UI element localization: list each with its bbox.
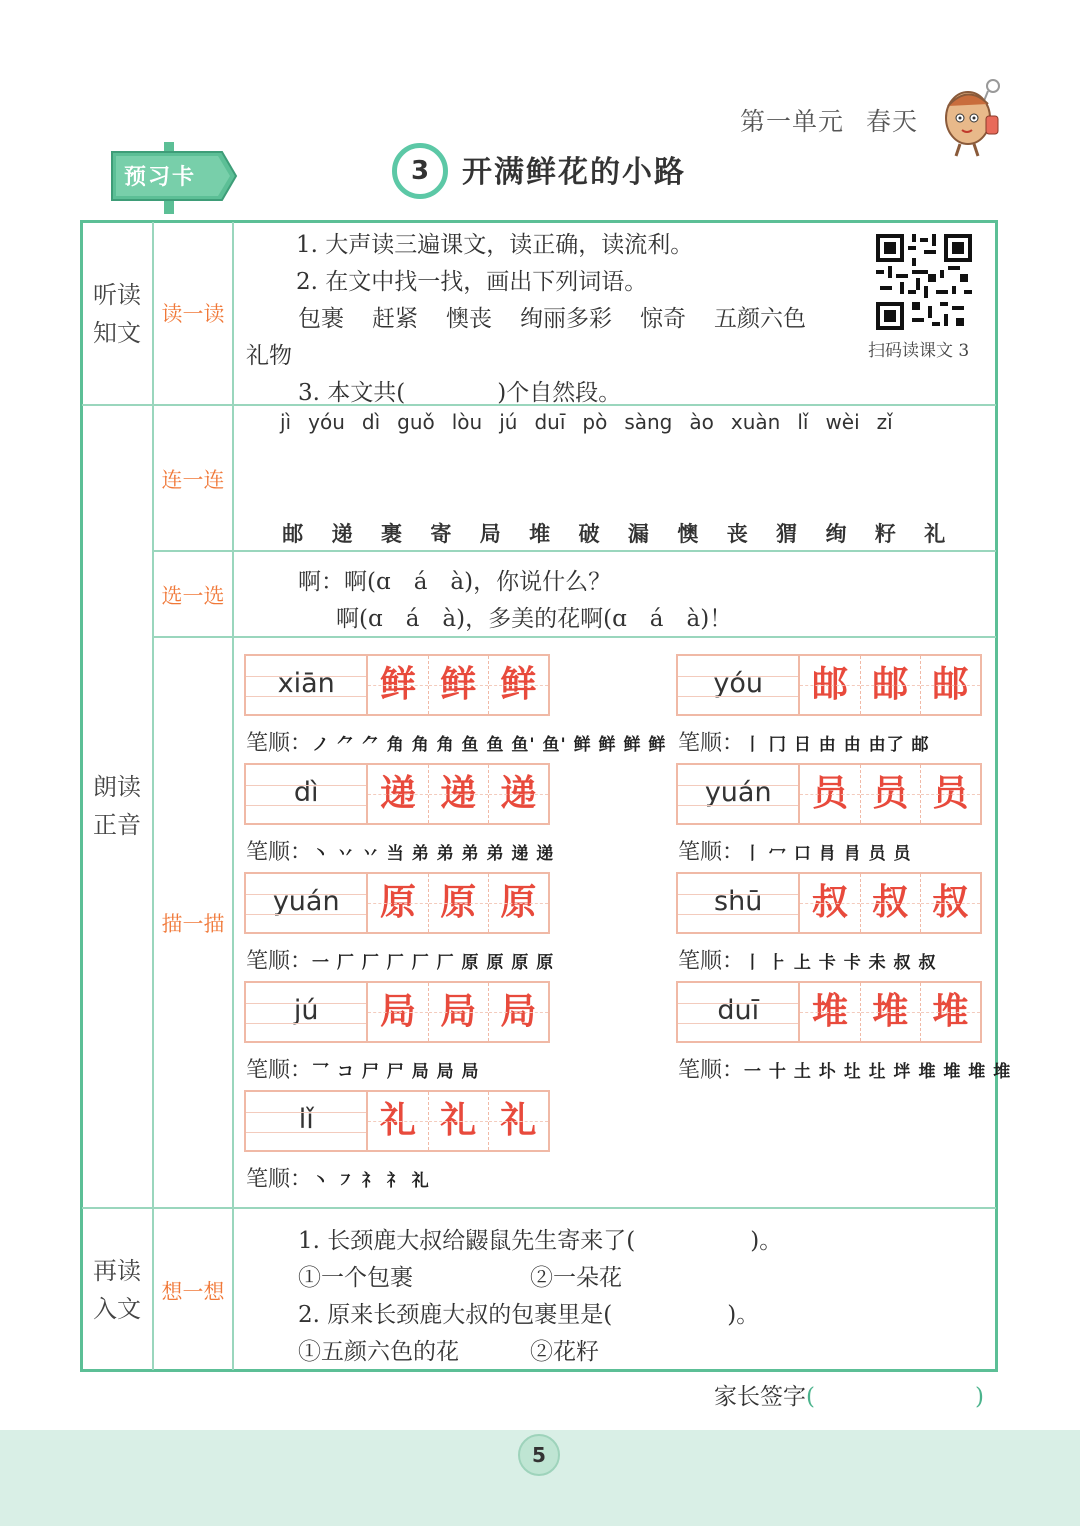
stroke-order xyxy=(246,1053,480,1084)
stroke-order xyxy=(246,944,554,975)
section-listen: 听读知文 xyxy=(93,281,141,347)
trace-cell[interactable]: 局 xyxy=(489,983,548,1041)
pinyin-item[interactable]: jì xyxy=(280,410,292,434)
q2-option-1[interactable]: ①五颜六色的花 xyxy=(298,1339,459,1365)
writing-box[interactable] xyxy=(244,872,550,934)
read-task-2: 2. 在文中找一找，画出下列词语。 xyxy=(296,269,648,295)
vocab-word: 五颜六色 xyxy=(714,306,806,332)
writing-box[interactable] xyxy=(244,654,550,716)
pinyin-item[interactable]: sàng xyxy=(624,410,673,434)
stroke-sequence: 丨 ⺊ 上 卡 卡 未 叔 叔 xyxy=(744,953,937,973)
trace-cell[interactable]: 邮 xyxy=(921,656,980,714)
stroke-label: 笔顺： xyxy=(246,1058,313,1083)
pinyin-cell: yuán xyxy=(678,765,800,823)
trace-cell[interactable]: 原 xyxy=(429,874,489,932)
pinyin-item[interactable]: zǐ xyxy=(876,410,893,434)
stroke-label: 笔顺： xyxy=(678,731,745,756)
activity-choose: 选一选 xyxy=(161,584,225,608)
qr-caption: 扫码读课文 3 xyxy=(868,341,970,361)
pinyin-cell: xiān xyxy=(246,656,368,714)
pinyin-cell: dì xyxy=(246,765,368,823)
trace-cell[interactable]: 礼 xyxy=(489,1092,548,1150)
unit-theme: 春天 xyxy=(866,107,919,136)
writing-box[interactable] xyxy=(244,763,550,825)
char-item[interactable]: 绚 xyxy=(825,521,847,546)
trace-cell[interactable]: 叔 xyxy=(921,874,980,932)
trace-cell[interactable]: 递 xyxy=(368,765,428,823)
vocab-word: 赶紧 xyxy=(372,306,418,332)
char-item[interactable]: 裹 xyxy=(380,521,402,546)
q1-option-1[interactable]: ①一个包裹 xyxy=(298,1265,413,1291)
pinyin-item[interactable]: xuàn xyxy=(730,410,781,434)
read-task-3[interactable]: 3. 本文共( )个自然段。 xyxy=(298,380,622,406)
trace-cell[interactable]: 局 xyxy=(429,983,489,1041)
stroke-sequence: 丶 ㇇ 礻 礻 礼 xyxy=(312,1171,430,1191)
pinyin-item[interactable]: dì xyxy=(361,410,381,434)
trace-cell[interactable]: 原 xyxy=(489,874,548,932)
trace-cell[interactable]: 递 xyxy=(429,765,489,823)
row-divider xyxy=(154,636,996,638)
row-divider xyxy=(82,1207,996,1209)
pinyin-cell: yóu xyxy=(678,656,800,714)
pinyin-cell: duī xyxy=(678,983,800,1041)
vocab-word: 惊奇 xyxy=(640,306,686,332)
stroke-label: 笔顺： xyxy=(246,731,313,756)
char-item[interactable]: 邮 xyxy=(282,521,304,546)
char-item[interactable]: 寄 xyxy=(430,521,452,546)
activity-connect: 连一连 xyxy=(161,468,225,492)
trace-cell[interactable]: 叔 xyxy=(861,874,921,932)
char-item[interactable]: 局 xyxy=(479,521,501,546)
trace-cell[interactable]: 鲜 xyxy=(489,656,548,714)
pinyin-item[interactable]: lòu xyxy=(451,410,483,434)
trace-cell[interactable]: 堆 xyxy=(800,983,860,1041)
sign-close-paren: ) xyxy=(974,1384,984,1410)
stroke-sequence: 丶 丷 丷 当 弟 弟 弟 弟 递 递 xyxy=(312,844,555,864)
activity-think: 想一想 xyxy=(161,1280,225,1304)
char-item[interactable]: 递 xyxy=(331,521,353,546)
q1-option-2[interactable]: ②一朵花 xyxy=(530,1265,622,1291)
stroke-order xyxy=(678,835,912,866)
trace-cell[interactable]: 礼 xyxy=(368,1092,428,1150)
stroke-order xyxy=(678,944,936,975)
stroke-label: 笔顺： xyxy=(678,949,745,974)
stroke-order xyxy=(246,835,554,866)
trace-cell[interactable]: 堆 xyxy=(921,983,980,1041)
parent-signature[interactable] xyxy=(714,1378,984,1411)
trace-cell[interactable]: 原 xyxy=(368,874,428,932)
char-item[interactable]: 堆 xyxy=(529,521,551,546)
stroke-sequence: 丨 冖 口 肙 肙 员 员 xyxy=(744,844,912,864)
pinyin-item[interactable]: ào xyxy=(689,410,714,434)
char-item[interactable]: 籽 xyxy=(874,521,896,546)
lesson-title: 开满鲜花的小路 xyxy=(462,155,686,190)
pinyin-item[interactable]: guǒ xyxy=(397,410,435,434)
section-reread: 再读入文 xyxy=(93,1257,141,1323)
section-read-aloud: 朗读正音 xyxy=(93,773,141,839)
trace-cell[interactable]: 叔 xyxy=(800,874,860,932)
trace-cell[interactable]: 邮 xyxy=(800,656,860,714)
writing-box[interactable] xyxy=(244,981,550,1043)
char-item[interactable]: 猬 xyxy=(776,521,798,546)
char-item[interactable]: 漏 xyxy=(627,521,649,546)
char-item[interactable]: 礼 xyxy=(924,521,946,546)
sign-open-paren: ( xyxy=(806,1384,815,1410)
vocab-words xyxy=(298,300,806,333)
pinyin-item[interactable]: yóu xyxy=(308,410,345,434)
unit-label: 第一单元 xyxy=(740,107,845,136)
think-question-1[interactable]: 1. 长颈鹿大叔给鼹鼠先生寄来了( )。 xyxy=(298,1228,783,1254)
stroke-sequence: 乛 コ 尸 尸 局 局 局 xyxy=(312,1062,480,1082)
vocab-word: 懊丧 xyxy=(446,306,492,332)
stroke-order xyxy=(678,1053,1011,1084)
stroke-sequence: 丨 冂 日 由 由 由了 邮 xyxy=(744,735,930,755)
trace-cell[interactable]: 递 xyxy=(489,765,548,823)
think-question-2[interactable]: 2. 原来长颈鹿大叔的包裹里是( )。 xyxy=(298,1302,760,1328)
trace-cell[interactable]: 员 xyxy=(921,765,980,823)
trace-cell[interactable]: 礼 xyxy=(429,1092,489,1150)
lesson-number: 3 xyxy=(392,143,448,199)
parent-sign-label: 家长签字 xyxy=(714,1384,806,1410)
stroke-order xyxy=(246,1162,430,1193)
stroke-label: 笔顺： xyxy=(678,840,745,865)
trace-cell[interactable]: 堆 xyxy=(861,983,921,1041)
char-item[interactable]: 破 xyxy=(578,521,600,546)
trace-cell[interactable]: 邮 xyxy=(861,656,921,714)
column-divider xyxy=(232,222,234,1370)
vocab-word-last: 礼物 xyxy=(246,343,292,369)
stroke-order xyxy=(246,726,666,757)
pinyin-item[interactable]: pò xyxy=(582,410,608,434)
pinyin-item[interactable]: duī xyxy=(534,410,566,434)
pinyin-item[interactable]: jú xyxy=(499,410,518,434)
trace-cell[interactable]: 鲜 xyxy=(368,656,428,714)
writing-box[interactable] xyxy=(676,763,982,825)
stroke-sequence: ノ ⺈ ⺈ 角 角 角 鱼 鱼 鱼' 鱼' 鲜 鲜 鲜 鲜 xyxy=(312,735,667,755)
q2-option-2[interactable]: ②花籽 xyxy=(530,1339,599,1365)
pinyin-item[interactable]: wèi xyxy=(825,410,860,434)
mascot-icon xyxy=(938,76,1008,160)
stroke-sequence: 一 厂 厂 厂 厂 厂 原 原 原 原 xyxy=(312,953,555,973)
trace-cell[interactable]: 员 xyxy=(861,765,921,823)
trace-cell[interactable]: 局 xyxy=(368,983,428,1041)
page-number: 5 xyxy=(518,1434,560,1476)
pinyin-cell: shū xyxy=(678,874,800,932)
card-tag-label: 预习卡 xyxy=(124,165,197,190)
activity-read: 读一读 xyxy=(161,302,225,326)
unit-title xyxy=(740,102,940,138)
pinyin-cell: jú xyxy=(246,983,368,1041)
pinyin-cell: lǐ xyxy=(246,1092,368,1150)
stroke-order xyxy=(678,726,930,757)
writing-box[interactable] xyxy=(244,1090,550,1152)
qr-code-icon[interactable] xyxy=(876,234,972,330)
row-divider xyxy=(154,550,996,552)
stroke-sequence: 一 十 土 圤 圵 圵 坢 堆 堆 堆 堆 xyxy=(744,1062,1012,1082)
pinyin-row xyxy=(280,410,910,434)
activity-trace: 描一描 xyxy=(161,912,225,936)
writing-box[interactable] xyxy=(676,981,982,1043)
stroke-label: 笔顺： xyxy=(246,949,313,974)
writing-box[interactable] xyxy=(676,872,982,934)
preview-card-tag xyxy=(110,150,238,202)
trace-cell[interactable]: 鲜 xyxy=(429,656,489,714)
pinyin-cell: yuán xyxy=(246,874,368,932)
trace-cell[interactable]: 员 xyxy=(800,765,860,823)
choose-line-1[interactable]: 啊：啊(ɑ á à)，你说什么？ xyxy=(298,569,612,595)
stroke-label: 笔顺： xyxy=(246,1167,313,1192)
pinyin-item[interactable]: lǐ xyxy=(797,410,809,434)
character-row xyxy=(268,518,959,548)
writing-box[interactable] xyxy=(676,654,982,716)
choose-line-2[interactable]: 啊(ɑ á à)，多美的花啊(ɑ á à)！ xyxy=(336,606,733,632)
vocab-word: 包裹 xyxy=(298,306,344,332)
column-divider xyxy=(152,222,154,1370)
char-item[interactable]: 丧 xyxy=(726,521,748,546)
char-item[interactable]: 懊 xyxy=(677,521,699,546)
stroke-label: 笔顺： xyxy=(246,840,313,865)
read-task-1: 1. 大声读三遍课文，读正确，读流利。 xyxy=(296,232,694,258)
stroke-label: 笔顺： xyxy=(678,1058,745,1083)
vocab-word: 绚丽多彩 xyxy=(520,306,612,332)
